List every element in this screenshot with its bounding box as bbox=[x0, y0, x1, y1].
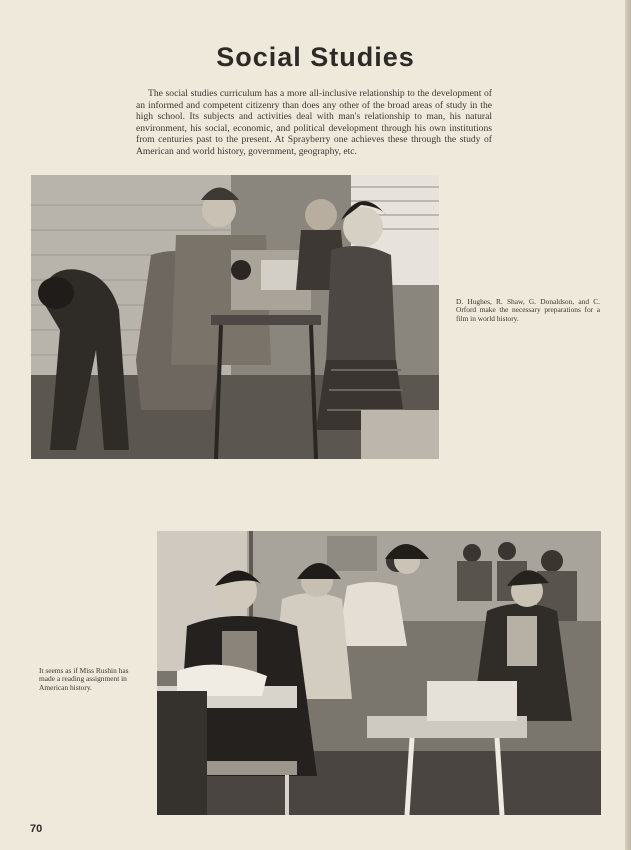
intro-paragraph: The social studies curriculum has a more all-inclusive relationship to the development of an informed and competent citizenry than does any other of the broad areas of study in the high school. Its subjects and activities deal with man's relationship to man, his natural environment, his social, economic, and political development through his own institutions from centuries past to the present. At Sprayberry one achieves these through the study of American and world history, government, geography, etc. bbox=[136, 88, 492, 157]
page-edge bbox=[625, 0, 631, 850]
page-number: 70 bbox=[30, 823, 43, 835]
projector-photo-caption: D. Hughes, R. Shaw, G. Donaldson, and C. Orford make the necessary preparations for a film in world history. bbox=[456, 297, 600, 323]
projector-photo bbox=[31, 175, 439, 459]
projector-photo-image bbox=[31, 175, 439, 459]
page-title: Social Studies bbox=[216, 42, 415, 72]
classroom-photo bbox=[157, 531, 601, 815]
classroom-photo-image bbox=[157, 531, 601, 815]
classroom-photo-caption: It seems as if Miss Rushin has made a reading assignment in American history. bbox=[39, 666, 129, 692]
